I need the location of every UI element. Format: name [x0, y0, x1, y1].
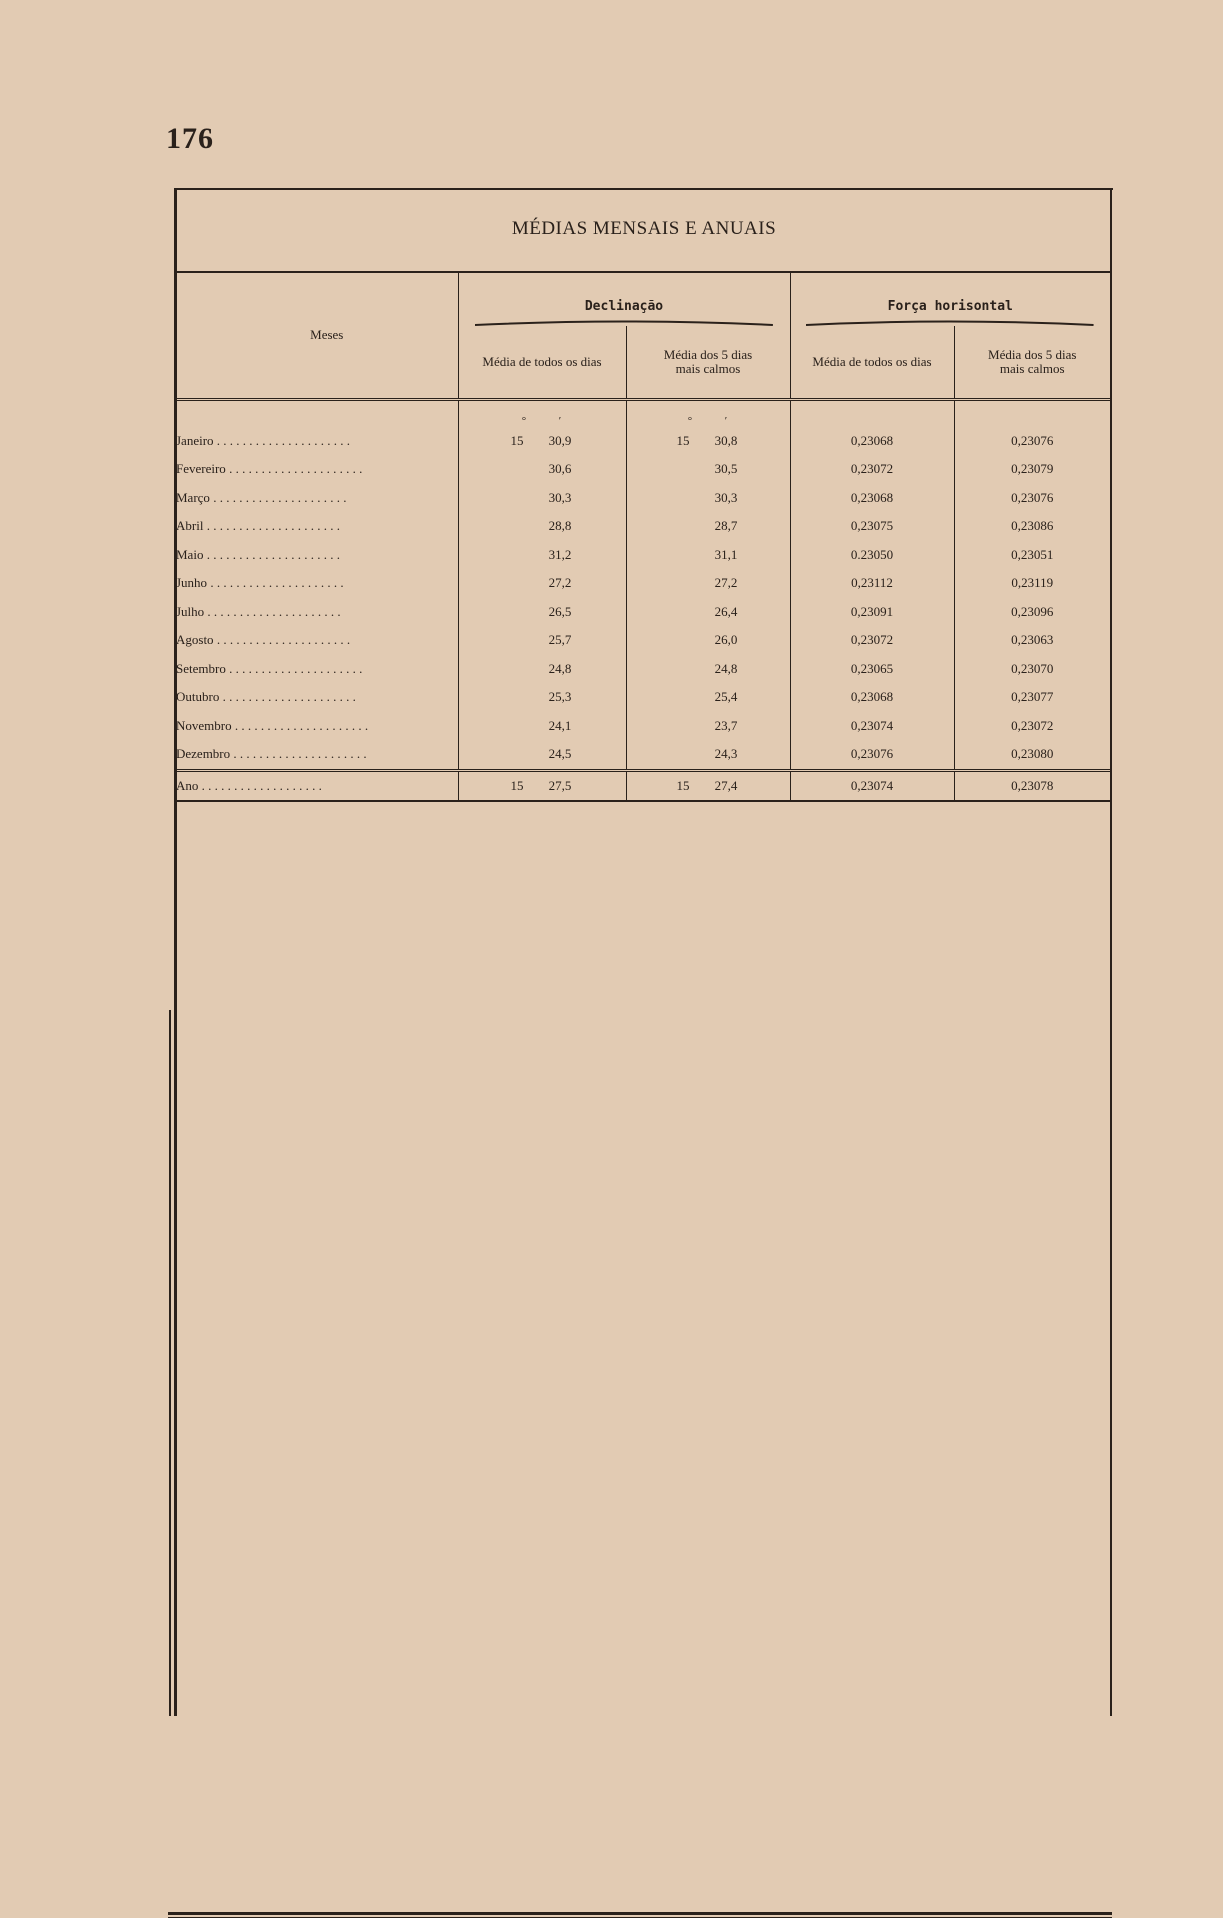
year-label: Ano . . . . . . . . . . . . . . . . . . .: [176, 770, 458, 801]
month-name: Novembro . . . . . . . . . . . . . . . . . . . . .: [176, 717, 369, 733]
minute-mark: ′: [724, 414, 728, 427]
dec-all-min: 24,5: [548, 746, 572, 762]
frame-right-rule: [1110, 188, 1112, 1716]
dec-calm-deg: 15: [676, 432, 690, 448]
table-body: [176, 399, 1110, 770]
dec-all-days: [458, 484, 626, 513]
frame-bottom-rule: [168, 1912, 1112, 1915]
dec-calm-days: [626, 512, 790, 541]
dec-all-days: [458, 569, 626, 598]
month-name: Agosto . . . . . . . . . . . . . . . . . . . . .: [176, 632, 351, 648]
dec-calm-days: [626, 455, 790, 484]
table-row: [176, 455, 1110, 484]
table-row: [176, 598, 1110, 627]
frame-left-inner-rule: [169, 1010, 171, 1716]
force-calm-days: 0,23119: [954, 569, 1110, 598]
monthly-means-table: [176, 271, 1110, 802]
header-force-all-days: [790, 326, 954, 399]
dec-calm-min: 31,1: [714, 546, 738, 562]
header-declination: [458, 272, 790, 326]
month-name: Março . . . . . . . . . . . . . . . . . . . . .: [176, 489, 347, 505]
dec-all-days: [458, 512, 626, 541]
month-name: Maio . . . . . . . . . . . . . . . . . . . . .: [176, 546, 340, 562]
dec-all-min: 25,7: [548, 632, 572, 648]
force-calm-days: 0,23077: [954, 683, 1110, 712]
dec-calm-min: 30,3: [714, 489, 738, 505]
dec-calm-days: [626, 683, 790, 712]
table-row: [176, 484, 1110, 513]
month-name: Abril . . . . . . . . . . . . . . . . . . . . .: [176, 518, 340, 534]
dec-calm-days: [626, 712, 790, 741]
force-all-days: 0,23074: [790, 712, 954, 741]
year-dec-calm-min: 27,4: [714, 777, 738, 793]
dec-calm-min: 24,3: [714, 746, 738, 762]
table-row: [176, 541, 1110, 570]
frame-top-rule: [175, 188, 1113, 190]
degree-mark: °: [687, 414, 693, 427]
dec-calm-days: [626, 484, 790, 513]
minute-mark: ′: [558, 414, 562, 427]
force-all-days: 0,23072: [790, 626, 954, 655]
year-force-calm: 0,23078: [954, 770, 1110, 801]
dec-all-days: [458, 455, 626, 484]
dec-calm-min: 24,8: [714, 660, 738, 676]
table-row: [176, 512, 1110, 541]
force-calm-days: 0,23086: [954, 512, 1110, 541]
dec-all-min: 30,3: [548, 489, 572, 505]
force-all-days: 0,23065: [790, 655, 954, 684]
dec-all-days: [458, 541, 626, 570]
header-horizontal-force: [790, 272, 1110, 326]
year-force-all: 0,23074: [790, 770, 954, 801]
force-calm-days: 0,23096: [954, 598, 1110, 627]
unit-marks-dec-all: [458, 399, 626, 427]
year-dec-all-deg: 15: [510, 777, 524, 793]
header-force-calm-line2: mais calmos: [999, 360, 1065, 376]
dec-calm-days: [626, 655, 790, 684]
year-dec-all: [458, 770, 626, 801]
dec-calm-days: [626, 427, 790, 456]
dec-all-days: [458, 598, 626, 627]
header-horizontal-force-label: Força horisontal: [887, 299, 1013, 314]
dec-all-min: 31,2: [548, 546, 572, 562]
force-calm-days: 0,23051: [954, 541, 1110, 570]
force-all-days: 0,23075: [790, 512, 954, 541]
header-dec-all-days: [458, 326, 626, 399]
dec-all-min: 26,5: [548, 603, 572, 619]
dec-calm-min: 27,2: [714, 575, 738, 591]
dec-all-days: [458, 683, 626, 712]
dec-all-deg: 15: [510, 432, 524, 448]
dec-all-days: [458, 427, 626, 456]
dec-all-min: 24,1: [548, 717, 572, 733]
dec-all-min: 28,8: [548, 518, 572, 534]
table-title: MÉDIAS MENSAIS E ANUAIS: [511, 218, 777, 239]
dec-all-min: 27,2: [548, 575, 572, 591]
year-dec-calm-deg: 15: [676, 777, 690, 793]
force-calm-days: 0,23080: [954, 740, 1110, 770]
month-name: Dezembro . . . . . . . . . . . . . . . . . . . . .: [176, 746, 367, 762]
dec-all-min: 25,3: [548, 689, 572, 705]
force-all-days: 0,23068: [790, 484, 954, 513]
force-all-days: 0,23072: [790, 455, 954, 484]
header-declination-label: Declinação: [584, 299, 664, 314]
force-all-days: 0,23112: [790, 569, 954, 598]
dec-all-days: [458, 712, 626, 741]
dec-calm-days: [626, 569, 790, 598]
header-dec-calm-line2: mais calmos: [675, 360, 741, 376]
dec-calm-min: 28,7: [714, 518, 738, 534]
table-row: [176, 712, 1110, 741]
force-all-days: 0,23076: [790, 740, 954, 770]
dec-all-days: [458, 740, 626, 770]
dec-calm-min: 30,8: [714, 432, 738, 448]
month-name: Julho . . . . . . . . . . . . . . . . . . . . .: [176, 603, 341, 619]
header-dec-all-days-label: Média de todos os dias: [482, 353, 602, 369]
table-row: [176, 655, 1110, 684]
page-number: 176: [166, 122, 214, 155]
header-force-all-days-label: Média de todos os dias: [812, 353, 932, 369]
dec-calm-days: [626, 598, 790, 627]
dec-calm-min: 26,4: [714, 603, 738, 619]
dec-calm-min: 30,5: [714, 461, 738, 477]
table-row: [176, 427, 1110, 456]
dec-calm-days: [626, 740, 790, 770]
month-name: Janeiro . . . . . . . . . . . . . . . . . . . . .: [176, 432, 351, 448]
dec-calm-min: 25,4: [714, 689, 738, 705]
month-name: Outubro . . . . . . . . . . . . . . . . . . . . .: [176, 689, 356, 705]
month-name: Setembro . . . . . . . . . . . . . . . . . . . . .: [176, 660, 363, 676]
year-dec-calm: [626, 770, 790, 801]
dec-all-min: 30,6: [548, 461, 572, 477]
table-row: [176, 740, 1110, 770]
table-row: [176, 569, 1110, 598]
table-row: [176, 626, 1110, 655]
table-row: [176, 683, 1110, 712]
force-calm-days: 0,23063: [954, 626, 1110, 655]
force-all-days: 0,23068: [790, 427, 954, 456]
dec-calm-days: [626, 541, 790, 570]
force-calm-days: 0,23070: [954, 655, 1110, 684]
force-calm-days: 0,23076: [954, 427, 1110, 456]
force-all-days: 0.23050: [790, 541, 954, 570]
month-name: Fevereiro . . . . . . . . . . . . . . . . . . . . .: [176, 461, 363, 477]
force-calm-days: 0,23072: [954, 712, 1110, 741]
dec-all-min: 30,9: [548, 432, 572, 448]
year-row: [176, 770, 1110, 801]
dec-calm-min: 26,0: [714, 632, 738, 648]
header-months-label: Meses: [310, 327, 344, 343]
dec-all-min: 24,8: [548, 660, 572, 676]
header-force-calm-line1: Média dos 5 dias: [988, 346, 1077, 362]
unit-marks-row: [176, 399, 1110, 427]
header-force-calm-days: [954, 326, 1110, 399]
force-calm-days: 0,23076: [954, 484, 1110, 513]
dec-calm-min: 23,7: [714, 717, 738, 733]
force-all-days: 0,23091: [790, 598, 954, 627]
dec-all-days: [458, 626, 626, 655]
unit-marks-dec-calm: [626, 399, 790, 427]
month-name: Junho . . . . . . . . . . . . . . . . . . . . .: [176, 575, 344, 591]
year-dec-all-min: 27,5: [548, 777, 572, 793]
header-months: [176, 272, 458, 399]
dec-all-days: [458, 655, 626, 684]
dec-calm-days: [626, 626, 790, 655]
force-calm-days: 0,23079: [954, 455, 1110, 484]
header-dec-calm-line1: Média dos 5 dias: [663, 346, 753, 362]
force-all-days: 0,23068: [790, 683, 954, 712]
header-dec-calm-days: [626, 326, 790, 399]
degree-mark: °: [521, 414, 527, 427]
